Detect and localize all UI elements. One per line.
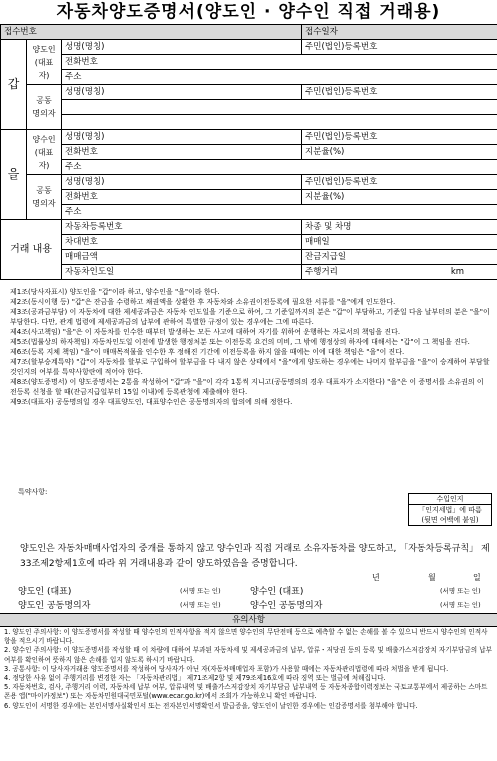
section-deal: 거래 내용 [1, 220, 62, 280]
page-title: 자동차양도증명서(양도인 · 양수인 직접 거래용) [56, 2, 441, 22]
declaration-text: 양도인은 자동차매매사업자의 중개를 통하지 않고 양수인과 직접 거래로 소유자동차를 양도하고, 「자동차등록규칙」 제33조제2항제1호에 따라 위 거래내용과 같이 양도하였음을 증명합니다. [20, 544, 490, 569]
sale-date[interactable]: 매매일 [302, 235, 497, 250]
transferee-co-phone[interactable]: 전화번호 [62, 190, 302, 205]
stamp-line2: (뒷면 여백에 붙임) [421, 516, 479, 524]
transferee-phone[interactable]: 전화번호 [62, 145, 302, 160]
transferor-co-owner-label: 공동 명의자 [27, 85, 62, 130]
transferor-co-blank[interactable] [62, 100, 497, 115]
article-4: 제4조(사고책임) "을"은 이 자동차를 인수한 때부터 발생하는 모든 사고에 대하여 자기를 위하여 운행하는 자로서의 책임을 진다. [10, 328, 401, 336]
note-item: 6. 양도인이 서명한 경우에는 본인서명사실확인서 또는 전자본인서명확인서 발급증을, 양도인이 날인한 경우에는 인감증명서를 첨부해야 합니다. [4, 701, 418, 710]
notes-title: 유의사항 [0, 613, 497, 627]
special-terms-label: 특약사항: [18, 488, 48, 496]
receipt-date-label: 접수일자 [302, 25, 497, 40]
delivery-date[interactable]: 자동차인도일 [62, 265, 302, 280]
balance-date[interactable]: 잔금지급일 [302, 250, 497, 265]
note-item: 4. 정당한 사유 없이 주행거리를 변경한 자는 「자동차관리법」 제71조제2항 및 제79조제16호에 따라 징역 또는 벌금에 처해집니다. [4, 674, 386, 683]
date-year: 년 [372, 573, 380, 582]
transferor-phone[interactable]: 전화번호 [62, 55, 497, 70]
transferee-share[interactable]: 지분율(%) [302, 145, 497, 160]
article-5: 제5조(법률상의 하자책임) 자동차인도일 이전에 발생한 행정처분 또는 이전등록 요건의 미비, 그 밖에 행정상의 하자에 대해서는 "갑"이 그 책임을 진다. [10, 338, 470, 346]
revenue-stamp-box [408, 493, 492, 526]
transferee-co-reg-no[interactable]: 주민(법인)등록번호 [302, 175, 497, 190]
article-8: 제8조(양도증명서) 이 양도증명서는 2통을 작성하여 "갑"과 "을"이 각각 1통씩 지니고(공동명의의 경우 대표자가 소지한다) "을"은 이 증명서를 소유권의 이전등록 신청을 할 때(잔금지급일부터 15일 이내)에 등록관청에 제출해야 한다. [10, 378, 484, 396]
transferee-co-sign[interactable]: (서명 또는 인) [440, 601, 481, 609]
transferor-label: 양도인 (대표자) [27, 40, 62, 85]
stamp-line1: 「인지세법」에 따름 [418, 506, 482, 514]
article-3: 제3조(공과금부담) 이 자동차에 대한 제세공과금은 자동차 인도일을 기준으로 하여, 그 기준일까지의 분은 "갑"이 부담하고, 기준일 다음 날부터의 분은 "을"이 부담한다. 다만, 관계 법령에 제세공과금의 납부에 관하여 특별한 규정이 있는 경우에는 그에 따른다. [10, 308, 490, 326]
transferee-co-share[interactable]: 지분율(%) [302, 190, 497, 205]
transferee-name[interactable]: 성명(명칭) [62, 130, 302, 145]
date-day: 일 [473, 573, 481, 582]
note-item: 2. 양수인 주의사항: 이 양도증명서를 작성할 때 이 차량에 대하여 부과된 자동차세 및 제세공과금의 납부, 압류・저당권 등의 등록 및 배출가스저감장치 자기부담금의 납부 여부를 확인하여 뜻하지 않은 손해를 입지 않도록 하시기 바랍니다. [4, 646, 492, 664]
transferor-co-label: 양도인 공동명의자 [18, 601, 91, 611]
transferee-co-label: 양수인 공동명의자 [250, 601, 323, 611]
transferee-co-owner-label: 공동 명의자 [27, 175, 62, 220]
transferor-name[interactable]: 성명(명칭) [62, 40, 302, 55]
transferee-co-name[interactable]: 성명(명칭) [62, 175, 302, 190]
transferee-address[interactable]: 주소 [62, 160, 497, 175]
transferor-rep-label: 양도인 (대표) [18, 587, 72, 597]
transferee-rep-sign[interactable]: (서명 또는 인) [440, 587, 481, 595]
transferee-reg-no[interactable]: 주민(법인)등록번호 [302, 130, 497, 145]
car-reg-no[interactable]: 자동차등록번호 [62, 220, 302, 235]
section-eul: 을 [1, 130, 27, 220]
car-type[interactable]: 차종 및 차명 [302, 220, 497, 235]
transferor-co-sign[interactable]: (서명 또는 인) [180, 601, 221, 609]
transferor-reg-no[interactable]: 주민(법인)등록번호 [302, 40, 497, 55]
article-9: 제9조(대표자) 공동명의일 경우 대표양도인, 대표양수인은 공동명의자의 합의에 의해 정한다. [10, 398, 293, 406]
article-2: 제2조(동시이행 등) "갑"은 잔금을 수령하고 채권액을 상환한 후 자동차와 소유권이전등록에 필요한 서류를 "을"에게 인도한다. [10, 298, 396, 306]
transferee-label: 양수인 (대표자) [27, 130, 62, 175]
notes-list [4, 628, 493, 711]
transferor-address[interactable]: 주소 [62, 70, 497, 85]
stamp-head: 수입인지 [409, 494, 491, 505]
transferor-co-reg-no[interactable]: 주민(법인)등록번호 [302, 85, 497, 100]
note-item: 5. 자동차번호, 검사, 주행거리 이력, 자동차세 납부 여부, 압류내역 및 배출가스저감장치 자기부담금 납부내역 등 자동차종합이력정보는 국토교통부에서 제공하는 스마트폰용 앱("마이카정보") 또는 자동차민원대국민포털(www.ecar.go.kr)에서 조회가 가능하오니 확인 바랍니다. [4, 683, 488, 701]
date-month: 월 [428, 573, 436, 582]
form-table [0, 24, 497, 280]
transferee-co-address[interactable]: 주소 [62, 205, 497, 220]
chassis-no[interactable]: 차대번호 [62, 235, 302, 250]
article-6: 제6조(등록 지체 책임) "을"이 매매목적물을 인수한 후 정해진 기간에 이전등록을 하지 않을 때에는 이에 대한 책임은 "을"이 진다. [10, 348, 405, 356]
sale-amount[interactable]: 매매금액 [62, 250, 302, 265]
receipt-no-label: 접수번호 [1, 25, 302, 40]
mileage[interactable]: 주행거리 km [302, 265, 497, 280]
note-item: 3. 공통사항: 이 당사자거래용 양도증명서를 작성하여 당사자가 아닌 자(자동차매매업자 포함)가 사용할 때에는 자동차관리법령에 따라 처벌을 받게 됩니다. [4, 664, 449, 673]
section-gap: 갑 [1, 40, 27, 130]
transferor-co-name[interactable]: 성명(명칭) [62, 85, 302, 100]
note-item: 1. 양도인 주의사항: 이 양도증명서를 작성할 때 양수인의 인적사항을 적지 않으면 양수인의 무단전매 등으로 예측할 수 없는 손해를 볼 수 있으니 반드시 양수인의 인적사항을 적으시기 바랍니다. [4, 628, 488, 646]
terms-articles [10, 287, 490, 407]
article-7: 제7조(할부승계특약) "갑"이 자동차를 할부로 구입하여 할부금을 다 내지 않은 상태에서 "을"에게 양도하는 경우에는 나머지 할부금을 "을"이 승계하여 부담할 것인지의 여부를 특약사항란에 적어야 한다. [10, 358, 490, 376]
transferor-rep-sign[interactable]: (서명 또는 인) [180, 587, 221, 595]
transferor-co-blank2[interactable] [62, 115, 497, 130]
article-1: 제1조(당사자표시) 양도인을 "갑"이라 하고, 양수인을 "을"이라 한다. [10, 288, 220, 296]
transferee-rep-label: 양수인 (대표) [250, 587, 304, 597]
